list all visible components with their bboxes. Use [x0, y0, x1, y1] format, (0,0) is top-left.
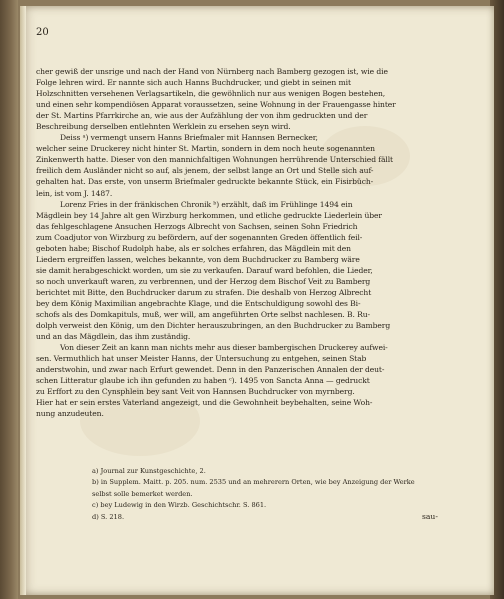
body-line: zu Erffort zu den Cynsphlein bey sant Veit von Hannsen Buchdrucker von myrnberg.	[36, 387, 355, 397]
body-line: sie damit herabgeschickt worden, um sie zu verkaufen. Darauf ward befohlen, die Lieder,	[36, 265, 373, 275]
footnote-line: b) in Supplem. Maitt. p. 205. num. 2535 und an mehrerern Orten, wie bey Anzeigung der Werke	[92, 478, 415, 487]
body-line: anderstwohin, und zwar nach Erfurt gewendet. Denn in den Panzerischen Annalen der deut-	[36, 365, 385, 375]
body-line: sen. Vermuthlich hat unser Meister Hanns, der Untersuchung zu entgehen, seinen Stab	[36, 354, 367, 364]
body-text	[36, 66, 454, 420]
body-line: Folge lehren wird. Er nannte sich auch Hanns Buchdrucker, und giebt in seinen mit	[36, 78, 351, 88]
body-line: Von dieser Zeit an kann man nichts mehr aus dieser bambergischen Druckerey aufwei-	[60, 343, 388, 353]
footnote-line: a) Journal zur Kunstgeschichte, 2.	[92, 467, 206, 475]
body-line: der St. Martins Pfarrkirche an, wie aus der Aufzählung der von ihm gedruckten und der	[36, 111, 368, 121]
body-line: welcher seine Druckerey nicht hinter St. Martin, sondern in dem noch heute sogenannten	[36, 144, 375, 154]
page-gutter-shadow	[20, 6, 26, 595]
body-line: schofs als des Domkapituls, muß, wer will, am angeführten Orte selbst nachlesen. B. Ru-	[36, 310, 371, 320]
body-line: geboten habe; Bischof Rudolph habe, als er solches erfahren, das Mägdlein mit den	[36, 243, 351, 253]
body-line: und an das Mägdlein, das ihm zuständig.	[36, 332, 191, 342]
body-line: Beschreibung derselben entlehnten Werklein zu ersehen seyn wird.	[36, 122, 291, 132]
body-line: Liedern ergreiffen lassen, welches bekannte, von dem Buchdrucker zu Bamberg wäre	[36, 254, 360, 264]
catchword: sau-	[422, 512, 438, 521]
body-line: schen Litteratur glaube ich ihn gefunden zu haben ᶜ). 1495 von Sancta Anna — gedruckt	[36, 376, 370, 386]
body-line: und einen sehr kompendiösen Apparat voraussetzen, seine Wohnung in der Frauengasse hinter	[36, 100, 396, 110]
body-line: Hier hat er sein erstes Vaterland angezeigt, und die Gewohnheit beybehalten, seine Woh-	[36, 398, 373, 408]
page-number: 20	[36, 27, 49, 38]
body-line: bey dem König Maximilian angebrachte Klage, und die Entschuldigung sowohl des Bi-	[36, 298, 361, 308]
footnote-line: selbst solle bemerket werden.	[92, 489, 193, 498]
body-line: freilich dem Ausländer nicht so auf, als jenem, der selbst lange an Ort und Stelle sich auf-	[36, 166, 374, 176]
book-binding-left	[0, 0, 18, 599]
body-line: so noch unverkauft waren, zu verbrennen, und der Herzog dem Bischof Veit zu Bamberg	[36, 276, 371, 286]
body-line: Zinkenwerth hatte. Dieser von den mannichfaltigen Wohnungen herrührende Unterschied fällt	[36, 155, 394, 165]
footnotes	[92, 466, 442, 523]
body-line: Deiss ᵃ) vermengt unsern Hanns Briefmaler mit Hannsen Bernecker,	[60, 133, 318, 143]
body-line: cher gewiß der unsrige und nach der Hand von Nürnberg nach Bamberg gezogen ist, wie die	[36, 67, 388, 76]
body-line: das fehlgeschlagene Ansuchen Herzogs Albrecht von Sachsen, seinen Sohn Friedrich	[36, 221, 358, 231]
body-line: Lorenz Fries in der fränkischen Chronik ᵇ) erzählt, daß im Frühlinge 1494 ein	[60, 199, 353, 209]
body-line: zum Coadjutor von Wirzburg zu befördern, auf der sogenannten Greden öffentlich feil-	[36, 232, 363, 242]
body-line: dolph verweist den König, um den Dichter herauszubringen, an den Buchdrucker zu Bamberg	[36, 321, 391, 331]
body-line: Holzschnitten versehenen Verlagsartikeln, die gewöhnlich nur aus wenigen Bogen bestehen,	[36, 89, 386, 99]
footnote-line: c) bey Ludewig in den Wirzb. Geschichtschr. S. 861.	[92, 501, 267, 510]
footnote-line: d) S. 218.	[92, 512, 125, 521]
body-line: Mägdlein bey 14 Jahre alt gen Wirzburg herkommen, und etliche gedruckte Liederlein über	[36, 210, 382, 220]
body-line: gehalten hat. Das erste, von unserm Briefmaler gedruckte bekannte Stück, ein Fisirbüch-	[36, 177, 374, 187]
body-line: nung anzudeuten.	[36, 409, 104, 419]
body-line: berichtet mit Bitte, den Buchdrucker darum zu strafen. Die deshalb von Herzog Albrecht	[36, 287, 372, 297]
body-line: lein, ist vom J. 1487.	[36, 188, 113, 198]
